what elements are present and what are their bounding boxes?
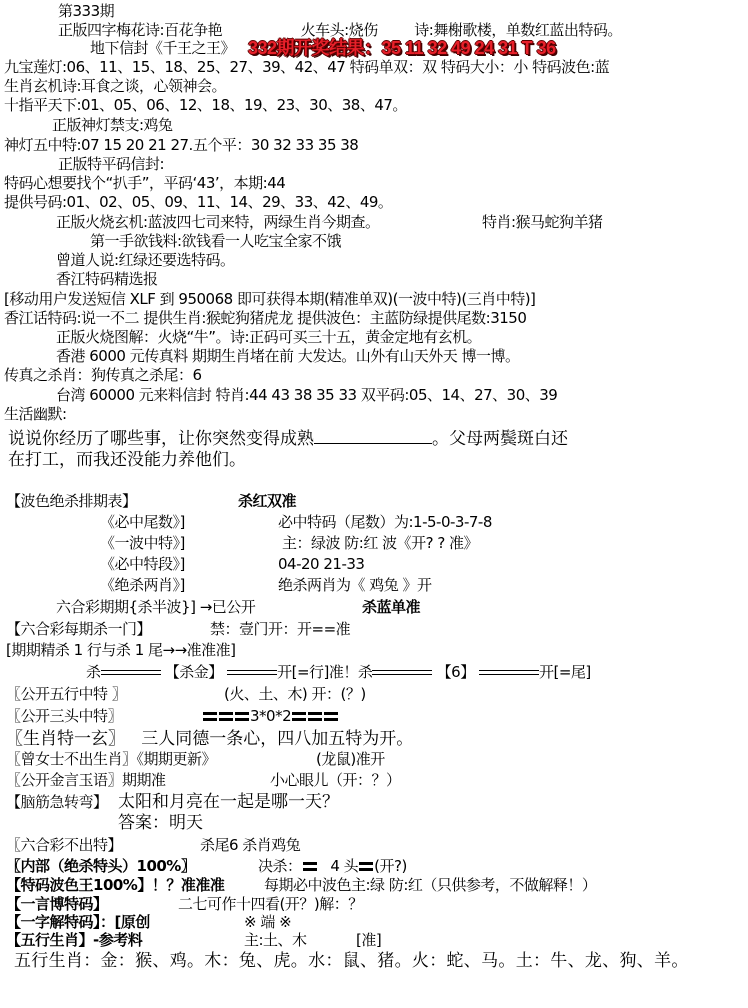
- yiyan-label: 【一言博特码】: [6, 895, 108, 913]
- train-label: 火车头:: [300, 21, 349, 39]
- wuxing-sx-value: 主:土、木: [244, 931, 307, 949]
- santou-text: 3*0*2: [250, 707, 292, 725]
- wuxing-list: 五行生肖：金：猴、鸡。木：兔、虎。水：鼠、猪。火：蛇、马。土：牛、龙、狗、羊。: [14, 951, 689, 971]
- wuxing-value: (火、土、木) 开：(？): [224, 685, 366, 703]
- xiangjiang-bao-line: 香江特码精选报: [56, 270, 158, 288]
- naojin-answer: 答案：明天: [118, 813, 203, 833]
- neibu-b: 4 头: [330, 857, 359, 875]
- table-row-value: 必中特码（尾数）为:1-5-0-3-7-8: [278, 513, 492, 531]
- poem-value: 百花争艳: [164, 21, 223, 39]
- texiao-line: 特肖:猴马蛇狗羊猪: [482, 213, 603, 231]
- wuxing-label: 〖公开五行中特 〗: [6, 685, 127, 703]
- xiangjiang-hua-line: 香江话特码:说一不二 提供生肖:猴蛇狗猪虎龙 提供波色：主蓝防绿提供尾数:3150: [4, 309, 527, 327]
- bose-value: 每期必中波色主:绿 防:红（只供参考，不做解释！）: [264, 876, 597, 894]
- yimen-label: 【六合彩每期杀一门】: [6, 620, 152, 638]
- poem-value-2: 舞榭歌楼，单数红蓝出特码。: [433, 21, 622, 39]
- table-row-value: 04-20 21-33: [278, 555, 365, 573]
- tigong-line: 提供号码:01、02、05、09、11、14、29、33、42、49。: [4, 193, 393, 211]
- wuxing-sx-tag: [准]: [356, 931, 382, 949]
- yiyan-value: 二七可作十四看(开？)解：？: [178, 895, 363, 913]
- zengdao-line: 曾道人说:红绿还要选特码。: [56, 251, 235, 269]
- zeng-value: (龙鼠)准开: [316, 750, 385, 768]
- huoshao-tujie-line: 正版火烧图解：火烧“牛”。诗:正码可买三十五，黄金定地有玄机。: [56, 328, 482, 346]
- table-title: 【波色绝杀排期表】: [6, 492, 137, 510]
- double-line: [227, 670, 277, 675]
- jinyan-value: 小心眼儿（开：？）: [270, 771, 401, 789]
- humor-line-2: 在打工，而我还没能力养他们。: [8, 450, 246, 470]
- santou-value: [202, 707, 339, 726]
- table-row-value: 主：绿波 防:红 波《开? ? 准》: [282, 534, 479, 552]
- shizhi-line: 十指平天下:01、05、06、12、18、19、23、30、38、47。: [4, 96, 407, 114]
- hk6000-line: 香港 6000 元传真料 期期生肖堵在前 大发达。山外有山天外天 博一博。: [56, 347, 520, 365]
- issue-number: 第333期: [58, 2, 115, 20]
- table-title-right: 杀红双准: [238, 492, 297, 510]
- jingsha-line: [期期精杀 1 行与杀 1 尾→→准准准]: [6, 641, 236, 659]
- table-row-label: 《一波中特》]: [100, 534, 185, 552]
- sms-line: [移动用户发送短信 XLF 到 950068 即可获得本期(精准单双)(一波中特)(三肖中特)]: [4, 290, 536, 308]
- poem-label-2: 诗:: [414, 21, 434, 39]
- tw60000-line: 台湾 60000 元来料信封 特肖:44 43 38 35 33 双平码:05、14、27、30、39: [56, 386, 558, 404]
- yimen-value: 禁：壹门开：开==准: [210, 620, 351, 638]
- table-row-label: 《绝杀两肖》]: [100, 576, 185, 594]
- shendeng-ban-line: 正版神灯禁支:鸡兔: [52, 116, 173, 134]
- neibu-c: (开?): [374, 857, 407, 875]
- buchu-value: 杀尾6 杀肖鸡兔: [200, 836, 301, 854]
- chuanzhen-line: 传真之杀肖：狗传真之杀尾：6: [4, 366, 202, 384]
- naojin-label: 【脑筋急转弯】: [6, 793, 108, 811]
- sha-d: 【6】: [436, 663, 475, 681]
- bose-label: 【特码波色王100%】！？准准准: [6, 876, 225, 894]
- table-row-label: 《必中尾数》]: [100, 513, 185, 531]
- neibu-label: 〖内部（绝杀特头）100%〗: [6, 857, 196, 875]
- table-row-label: 《必中特段》]: [100, 555, 185, 573]
- shengxiao-poem-line: 生肖玄机诗:耳食之谈，心领神会。: [4, 77, 227, 95]
- humor-label: 生活幽默:: [4, 405, 67, 423]
- yizi-label: 【一字解特码】：[原创: [6, 913, 150, 931]
- envelope-line: 地下信封《千王之王》: [90, 39, 236, 57]
- banbo-right: 杀蓝单准: [362, 598, 421, 616]
- train-value: 烧伤: [348, 21, 378, 39]
- yixuan-line: [6, 728, 413, 750]
- jinyan-label: 〖公开金言玉语〗期期准: [6, 771, 166, 789]
- yixuan-value: 三人同德一条心，四八加五特为开。: [141, 729, 414, 749]
- fill-blank: [314, 429, 432, 444]
- poem-label: 正版四字梅花诗:: [58, 21, 165, 39]
- shendeng-five-line: 神灯五中特:07 15 20 21 27.五个平：30 32 33 35 38: [4, 136, 359, 154]
- result-banner: 332期开奖结果：35 11 32 49 24 31 T 36: [248, 38, 556, 58]
- double-line: [101, 670, 161, 675]
- santou-label: 〖公开三头中特〗: [6, 707, 123, 725]
- buchu-label: 〖六合彩不出特】: [6, 836, 123, 854]
- sha-c: 开[=行]准！杀: [277, 663, 373, 681]
- sha-a: 杀: [86, 663, 101, 681]
- banbo-line: 六合彩期期{杀半波}] →已公开: [56, 598, 256, 616]
- naojin-question: 太阳和月亮在一起是哪一天？: [118, 792, 339, 812]
- humor-line-1: [8, 428, 568, 450]
- humor-text-a: 说说你经历了哪些事，让你突然变得成熟: [8, 429, 314, 449]
- double-line: [372, 670, 432, 675]
- wuxing-sx-label: 【五行生肖】-参考料: [6, 931, 143, 949]
- diyishou-line: 第一手欲钱料:欲钱看一人吃宝全家不饿: [90, 232, 342, 250]
- sha-row: [86, 663, 591, 682]
- sha-e: 开[=尾]: [538, 663, 591, 681]
- jiubao-line: 九宝莲灯:06、11、15、18、25、27、39、42、47 特码单双：双 特码大小：小 特码波色:蓝: [4, 58, 610, 76]
- zeng-label: 〖曾女士不出生肖〗《期期更新》: [6, 750, 217, 768]
- yixuan-label: 〖生肖特一玄〗: [6, 729, 125, 749]
- tepingma-envelope-line: 正版特平码信封:: [58, 155, 165, 173]
- yizi-value: ※ 端 ※: [244, 913, 292, 931]
- table-row-value: 绝杀两肖为《 鸡兔 》开: [278, 576, 432, 594]
- humor-text-b: 。父母两鬓斑白还: [432, 429, 568, 449]
- double-line: [479, 670, 539, 675]
- neibu-value: [258, 857, 407, 876]
- neibu-a: 决杀：: [258, 857, 302, 875]
- sha-b: 【杀金】: [164, 663, 223, 681]
- xinxiang-line: 特码心想要找个“扒手”，平码‘43’，本期:44: [4, 174, 286, 192]
- huoshao-xuanji-line: 正版火烧玄机:蓝波四七司来特，两绿生肖今期查。: [56, 213, 380, 231]
